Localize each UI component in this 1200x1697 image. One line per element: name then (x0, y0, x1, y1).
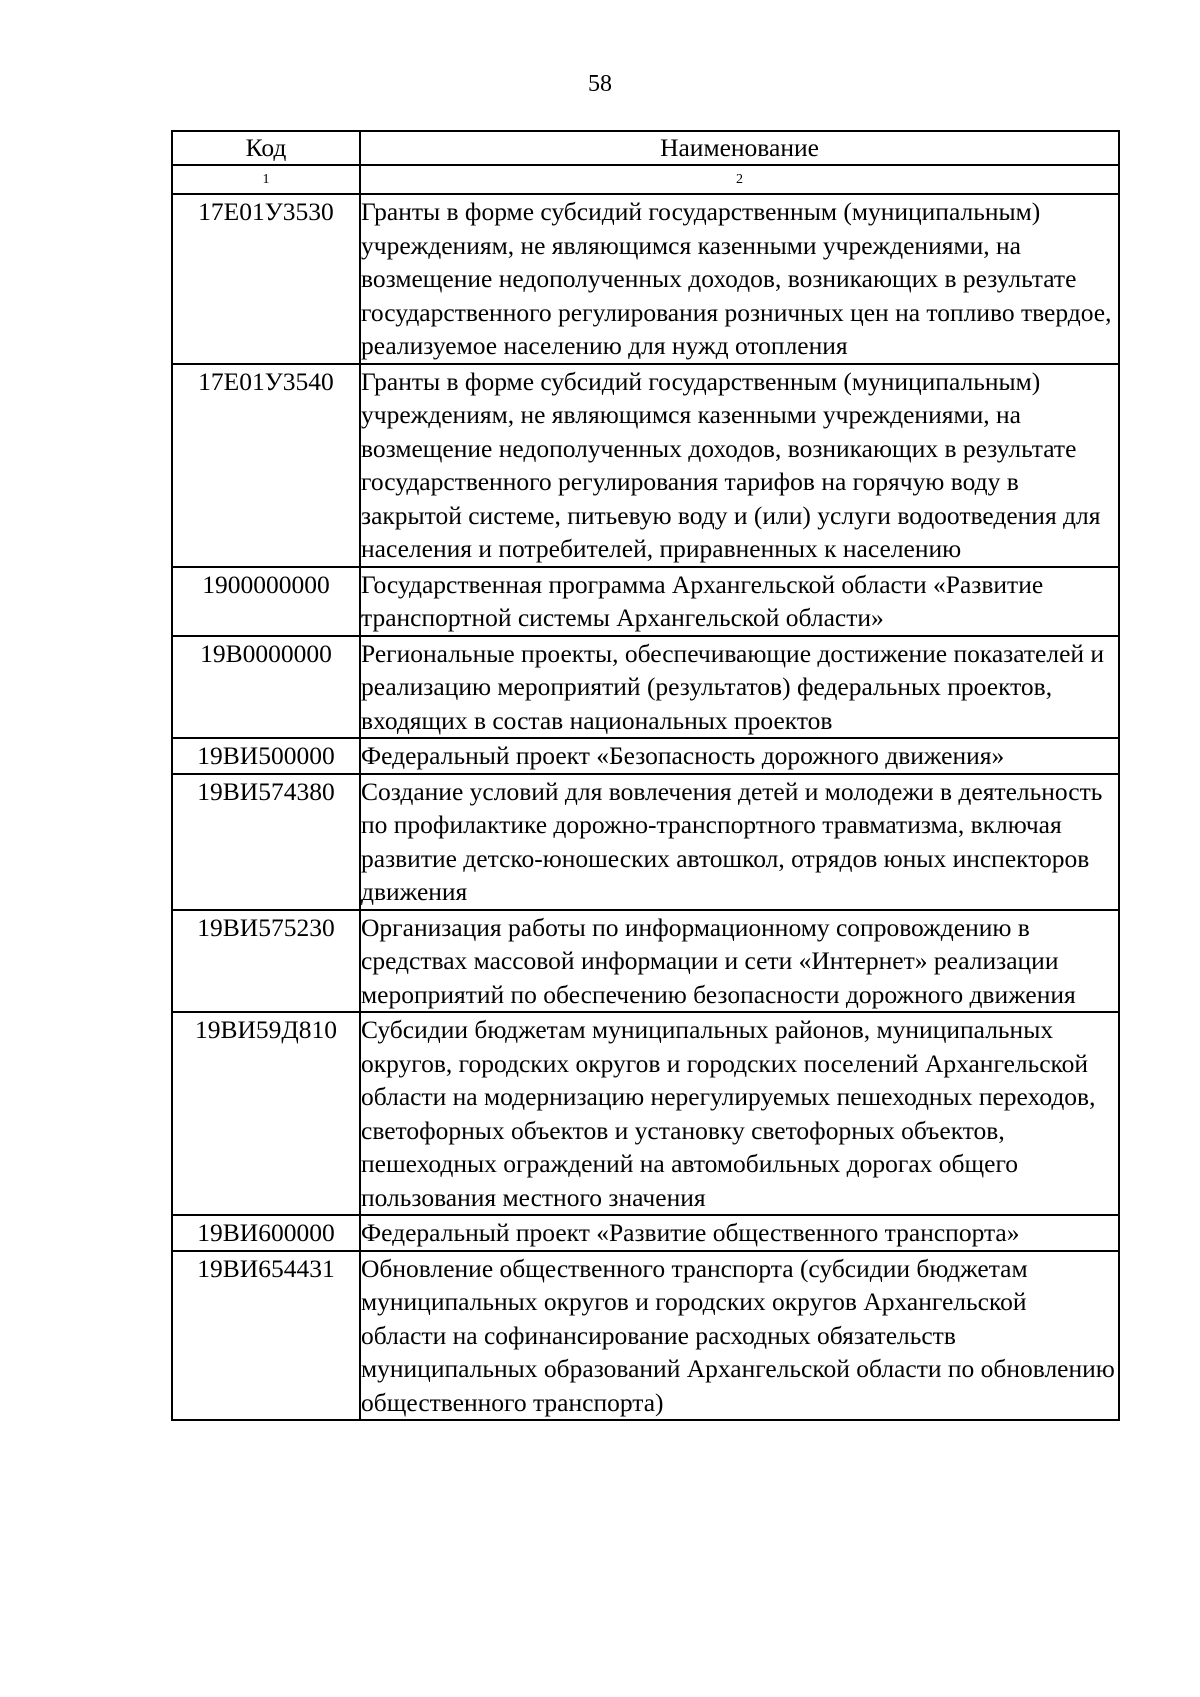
row-code: 1900000000 (172, 567, 360, 636)
table-row (172, 567, 1119, 636)
row-name: Создание условий для вовлечения детей и молодежи в деятельность по профилактике дорожно-транспортного травматизма, включая развитие детско-юношеских автошкол, отрядов юных инспекторов движения (360, 774, 1119, 910)
row-code: 19ВИ500000 (172, 738, 360, 774)
table-row (172, 738, 1119, 774)
table-row (172, 774, 1119, 910)
row-code: 19ВИ654431 (172, 1251, 360, 1421)
row-code: 17Е01У3530 (172, 194, 360, 364)
page-number: 58 (588, 71, 612, 97)
table-row (172, 1251, 1119, 1421)
table-row (172, 636, 1119, 739)
table-row (172, 910, 1119, 1013)
row-name: Субсидии бюджетам муниципальных районов, муниципальных округов, городских округов и городских поселений Архангельской области на модернизацию нерегулируемых пешеходных переходов, светофорных объектов и установку светофорных объектов, пешеходных ограждений на автомобильных дорогах общего пользования местного значения (360, 1012, 1119, 1215)
row-name: Государственная программа Архангельской области «Развитие транспортной системы Архангельской области» (360, 567, 1119, 636)
row-name: Обновление общественного транспорта (субсидии бюджетам муниципальных округов и городских округов Архангельской области на софинансирование расходных обязательств муниципальных образований Архангельской области по обновлению общественного транспорта) (360, 1251, 1119, 1421)
table-row (172, 1012, 1119, 1215)
table-row (172, 364, 1119, 567)
row-code: 19ВИ575230 (172, 910, 360, 1013)
row-code: 19В0000000 (172, 636, 360, 739)
table-row (172, 194, 1119, 364)
column-number-code: 1 (172, 165, 360, 194)
row-code: 19ВИ59Д810 (172, 1012, 360, 1215)
row-code: 19ВИ574380 (172, 774, 360, 910)
table-row (172, 1215, 1119, 1251)
table-header-row (172, 131, 1119, 165)
column-number-name: 2 (360, 165, 1119, 194)
row-code: 17Е01У3540 (172, 364, 360, 567)
row-name: Организация работы по информационному сопровождению в средствах массовой информации и сети «Интернет» реализации мероприятий по обеспечению безопасности дорожного движения (360, 910, 1119, 1013)
header-code: Код (172, 131, 360, 165)
row-name: Гранты в форме субсидий государственным (муниципальным) учреждениям, не являющимся казенными учреждениями, на возмещение недополученных доходов, возникающих в результате государственного регулирования розничных цен на топливо твердое, реализуемое населению для нужд отопления (360, 194, 1119, 364)
row-name: Гранты в форме субсидий государственным (муниципальным) учреждениям, не являющимся казенными учреждениями, на возмещение недополученных доходов, возникающих в результате государственного регулирования тарифов на горячую воду в закрытой системе, питьевую воду и (или) услуги водоотведения для населения и потребителей, приравненных к населению (360, 364, 1119, 567)
column-number-row (172, 165, 1119, 194)
row-name: Федеральный проект «Развитие общественного транспорта» (360, 1215, 1119, 1251)
row-name: Региональные проекты, обеспечивающие достижение показателей и реализацию мероприятий (результатов) федеральных проектов, входящих в состав национальных проектов (360, 636, 1119, 739)
row-name: Федеральный проект «Безопасность дорожного движения» (360, 738, 1119, 774)
budget-codes-table (171, 130, 1120, 1421)
row-code: 19ВИ600000 (172, 1215, 360, 1251)
header-name: Наименование (360, 131, 1119, 165)
